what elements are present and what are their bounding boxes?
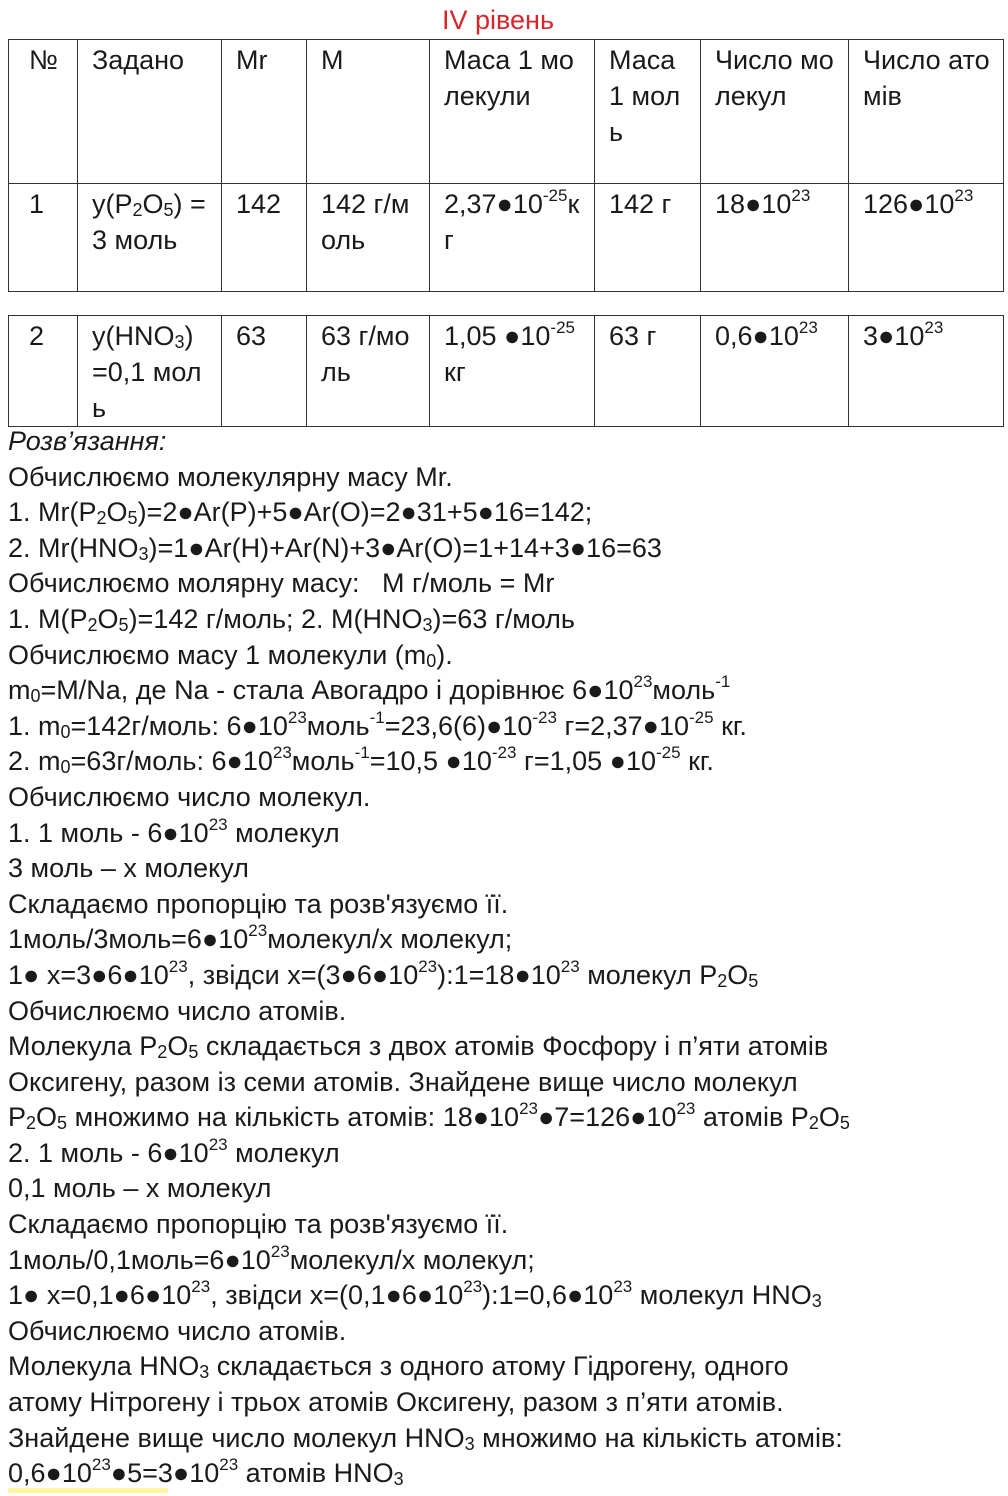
solution-line: 1● $х=0,1●6●10^{23}$, звідси $х=(0,1●6●10^{23}):1=0,6●10^{23}$ молекул $HNO_3$ (8, 1278, 822, 1312)
cell-atoms: $126●10^{23}$ (849, 184, 1004, 292)
header-molecules: Число молекул (701, 40, 849, 184)
solution-line: 1. 1 моль - $6●10^{23}$ молекул (8, 815, 340, 848)
cell-mr: 142 (222, 184, 307, 292)
header-mass-molecule: Маса 1 молекули (430, 40, 595, 184)
table-row (9, 316, 1004, 427)
data-table-row2 (8, 315, 1004, 427)
solution-line: Обчислюємо число атомів. (8, 995, 347, 1026)
solution-line: 1● $х=3●6●10^{23}$, звідси $х=(3●6●10^{23}):1=18●10^{23}$ молекул $P_2O_5$ (8, 957, 759, 991)
solution-line: 3 моль – х молекул (8, 853, 249, 884)
solution-line: $P_2O_5$ множимо на кількість атомів: $18●10^{23}●7=126●10^{23}$ атомів $P_2O_5$ (8, 1100, 850, 1134)
table-row (9, 184, 1004, 292)
solution-line: Оксигену, разом із семи атомів. Знайдене вище число молекул (8, 1066, 798, 1097)
solution-line: Молекула $HNO_3$ складається з одного атому Гідрогену, одного (8, 1351, 789, 1383)
solution-line: Знайдене вище число молекул $HNO_3$ множимо на кількість атомів: (8, 1422, 843, 1454)
highlight-mark (8, 1488, 168, 1493)
cell-m: 63 г/моль (307, 316, 430, 427)
cell-mass-mole: 63 г (595, 316, 701, 427)
cell-mass-mole: 142 г (595, 184, 701, 292)
solution-line: 1. $M(P_2O_5)=142$ г/моль; 2. $M(HNO_3)=63$ г/моль (8, 603, 575, 635)
page-title: IV рівень (441, 5, 555, 35)
solution-line: $0,6●10^{23}●5=3●10^{23}$ атомів $HNO_3$ (8, 1456, 404, 1490)
cell-molecules: $18●10^{23}$ (701, 184, 849, 292)
solution-line: Молекула $P_2O_5$ складається з двох атомів Фосфору і п’яти атомів (8, 1031, 829, 1063)
cell-molecules: $0,6●10^{23}$ (701, 316, 849, 427)
solution-line: 2. $m_0=63г$/моль: $6●10^{23}моль^{-1}=10,5$ $●10^{-23}$ г=1,05 $●10^{-25}$ кг. (8, 744, 714, 778)
data-table-header-row1 (8, 39, 1004, 292)
cell-num: 2 (9, 316, 78, 427)
header-num: № (9, 40, 78, 184)
cell-m: 142 г/моль (307, 184, 430, 292)
solution-heading: Розв’язання: (8, 426, 167, 456)
cell-atoms: $3●10^{23}$ (849, 316, 1004, 427)
solution-line: 1. $m_0=142г$/моль: $6●10^{23}моль^{-1}=23,6(6)●10^{-23}$ $г=2,37●10^{-25}$ кг. (8, 708, 747, 742)
table-header-row (9, 40, 1004, 184)
solution-line: Складаємо пропорцію та розв'язуємо її. (8, 888, 509, 919)
cell-mass-molecule: 1,05 $●10^{-25}$ кг (430, 316, 595, 427)
solution-line: Складаємо пропорцію та розв'язуємо її. (8, 1209, 509, 1240)
solution-line: $m_0=M/Na$, де Na - стала Авогадро і дорівнює $6●10^{23}моль^{-1}$ (8, 673, 731, 707)
header-m: M (307, 40, 430, 184)
cell-num: 1 (9, 184, 78, 292)
solution-line: $1моль/3моль=6●10^{23}молекул/х$ молекул; (8, 922, 513, 955)
solution-line: Обчислюємо молярну масу: M г/моль = Mr (8, 568, 555, 599)
solution-line: 1. $Mr(P_2O_5)=2●Ar(P)+5●Ar(O)=2●31+5●16=142$; (8, 497, 593, 529)
cell-given: $y(P_2O_5) = 3$ моль (78, 184, 222, 292)
header-given: Задано (78, 40, 222, 184)
solution-line: Обчислюємо масу 1 молекули $(m_0)$. (8, 639, 453, 671)
solution-line: 2. $Mr(HNO_3)=1●Ar(H)+Ar(N)+3●Ar(O)=1+14+3●16=63$ (8, 532, 662, 564)
cell-mr: 63 (222, 316, 307, 427)
solution-line: 2. 1 моль - $6●10^{23}$ молекул (8, 1135, 340, 1168)
solution-line: Обчислюємо число атомів. (8, 1315, 347, 1346)
solution-text (8, 424, 998, 1492)
cell-mass-molecule: $2,37●10^{-25}кг$ (430, 184, 595, 292)
header-mass-mole: Маса 1 моль (595, 40, 701, 184)
solution-line: Обчислюємо число молекул. (8, 781, 371, 812)
solution-line: 0,1 моль – х молекул (8, 1173, 272, 1204)
header-mr: Mr (222, 40, 307, 184)
solution-line: атому Нітрогену і трьох атомів Оксигену, разом з п’яти атомів. (8, 1387, 784, 1418)
solution-line: Обчислюємо молекулярну масу Mr. (8, 461, 453, 492)
header-atoms: Число атомів (849, 40, 1004, 184)
cell-given: $y(HNO_3) =0,1$ моль (78, 316, 222, 427)
solution-line: $1моль/0,1моль=6●10^{23}молекул/х$ молекул; (8, 1242, 535, 1275)
